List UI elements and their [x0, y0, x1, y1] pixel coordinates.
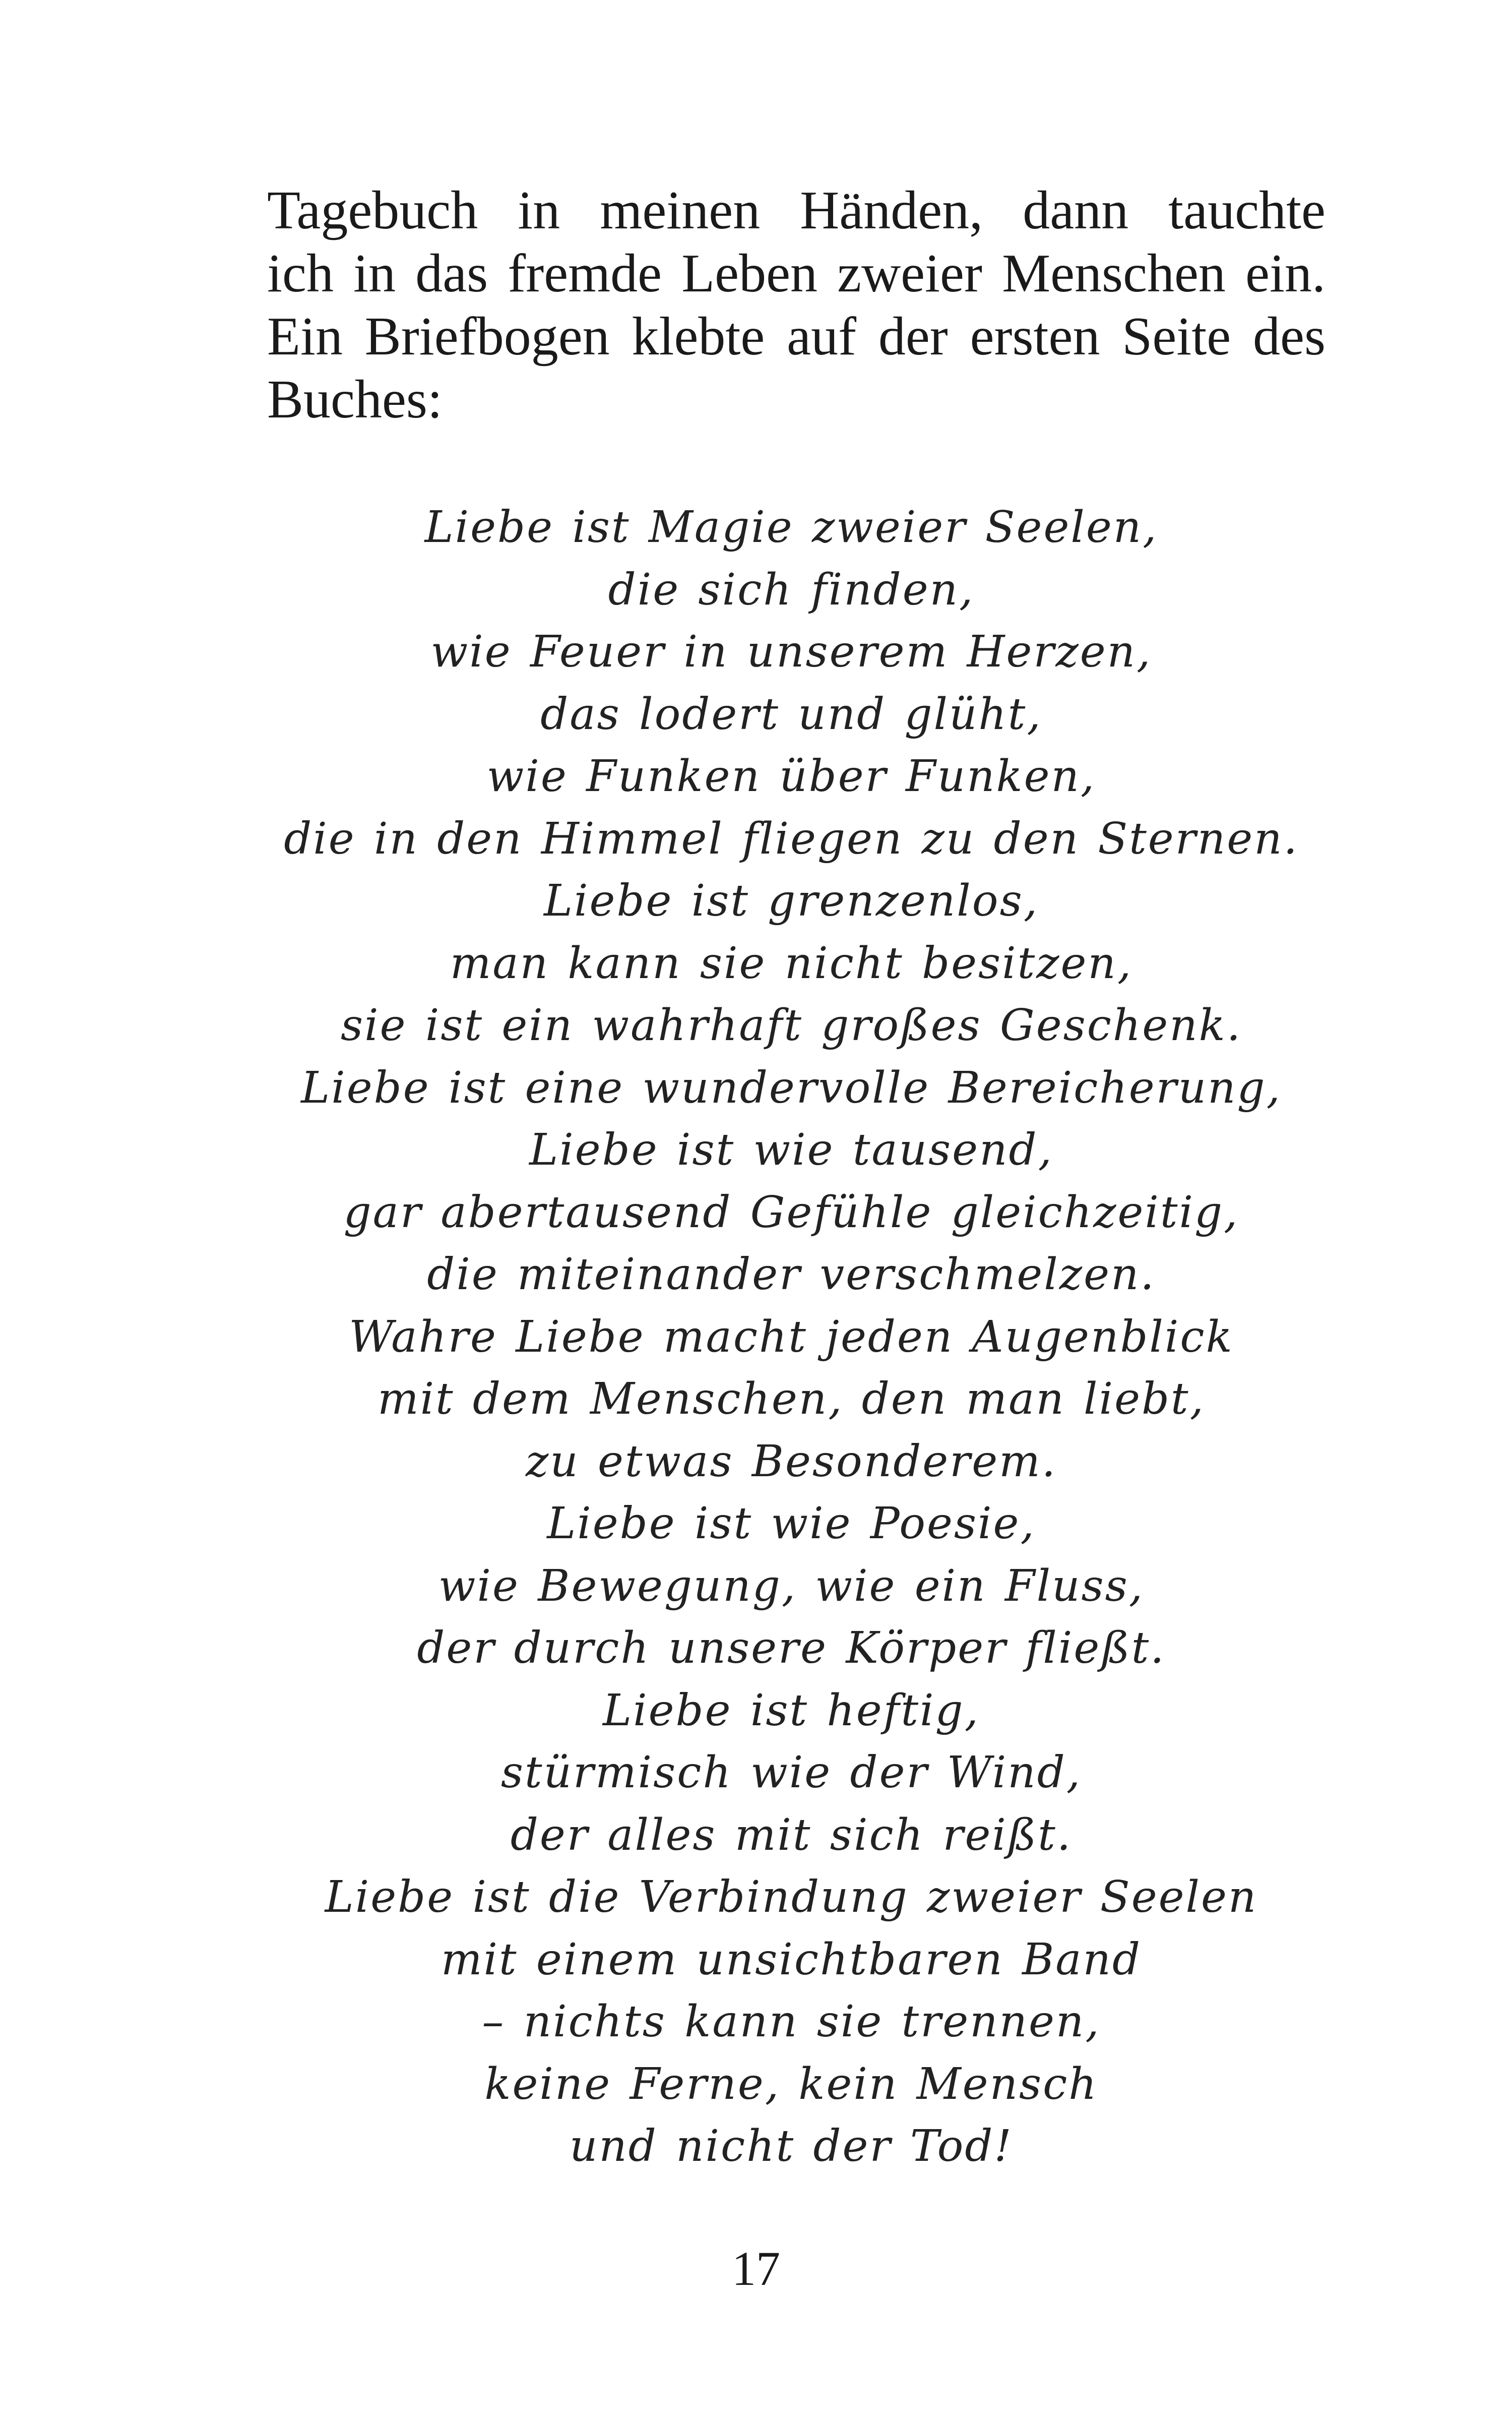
- poem-verse: und nicht der Tod!: [570, 2121, 1013, 2171]
- page-number: 17: [732, 2242, 780, 2295]
- poem-verse: Liebe ist eine wundervolle Bereicherung,: [301, 1062, 1282, 1113]
- poem-verse: das lodert und glüht,: [540, 689, 1042, 740]
- prose-paragraph: [267, 179, 1326, 431]
- poem-verse: wie Funken über Funken,: [486, 751, 1096, 802]
- poem-verse: – nichts kann sie trennen,: [482, 1996, 1101, 2047]
- poem-verse: man kann sie nicht besitzen,: [450, 938, 1133, 989]
- poem-verse: keine Ferne, kein Mensch: [484, 2059, 1098, 2109]
- poem-verse: der alles mit sich reißt.: [510, 1809, 1073, 1860]
- poem-verse: zu etwas Besonderem.: [525, 1436, 1057, 1487]
- poem-verse: die sich finden,: [608, 564, 975, 615]
- poem-verse: Liebe ist wie tausend,: [529, 1125, 1053, 1175]
- poem-verse: die in den Himmel fliegen zu den Sternen.: [284, 813, 1299, 864]
- poem-verse: Wahre Liebe macht jeden Augenblick: [349, 1311, 1234, 1362]
- poem-verse: Liebe ist die Verbindung zweier Seelen: [325, 1872, 1258, 1922]
- prose-line: Ein Briefbogen klebte auf der ersten Seite des: [267, 307, 1326, 367]
- poem-verse: mit dem Menschen, den man liebt,: [377, 1374, 1205, 1424]
- poem-verse: Liebe ist Magie zweier Seelen,: [424, 502, 1158, 553]
- poem-verse: gar abertausend Gefühle gleichzeitig,: [343, 1187, 1239, 1238]
- handwritten-poem: [202, 497, 1381, 2178]
- poem-verse: wie Bewegung, wie ein Fluss,: [438, 1560, 1145, 1611]
- poem-verse: Liebe ist grenzenlos,: [543, 876, 1039, 926]
- poem-verse: Liebe ist heftig,: [603, 1685, 980, 1736]
- poem-verse: stürmisch wie der Wind,: [500, 1747, 1082, 1798]
- poem-verse: Liebe ist wie Poesie,: [547, 1498, 1036, 1549]
- prose-line: Tagebuch in meinen Händen, dann tauchte: [267, 180, 1326, 240]
- poem-verse: die miteinander verschmelzen.: [427, 1249, 1156, 1300]
- poem-verse: mit einem unsichtbaren Band: [440, 1934, 1142, 1985]
- poem-verse: der durch unsere Körper fließt.: [417, 1623, 1166, 1673]
- prose-line: Buches:: [267, 370, 443, 430]
- prose-line: ich in das fremde Leben zweier Menschen ein.: [267, 244, 1326, 304]
- poem-verse: sie ist ein wahrhaft großes Geschenk.: [340, 1000, 1242, 1051]
- poem-verse: wie Feuer in unserem Herzen,: [430, 627, 1152, 677]
